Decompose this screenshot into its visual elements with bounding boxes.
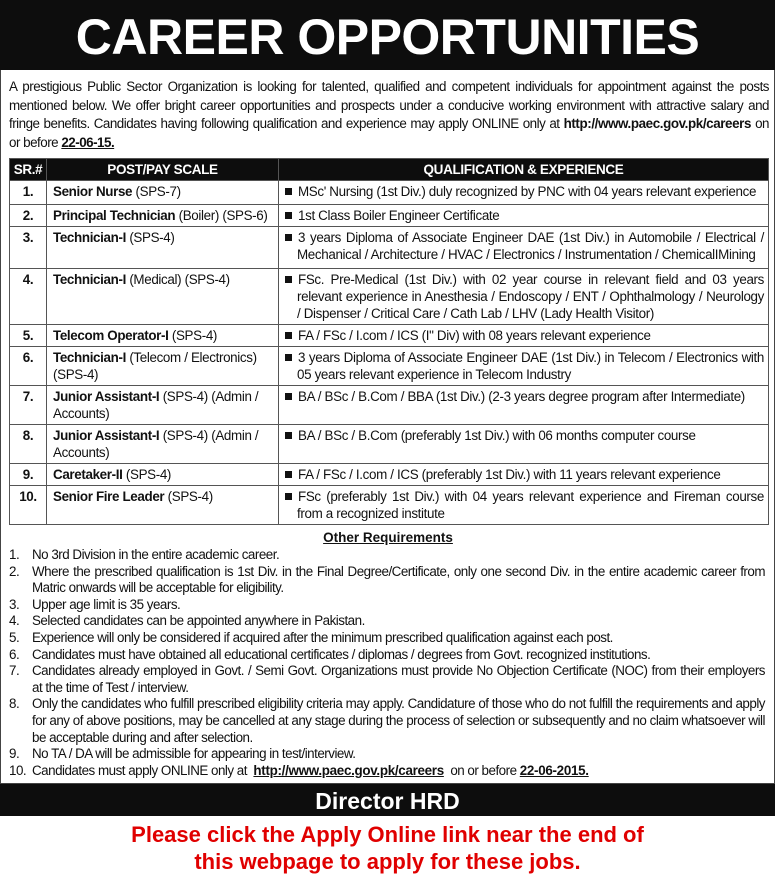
bullet-icon	[285, 393, 292, 400]
pay-scale: (SPS-7)	[135, 184, 181, 199]
row-qualification	[279, 325, 769, 347]
pay-scale: (Medical) (SPS-4)	[129, 272, 230, 287]
pay-scale: (SPS-4)	[171, 328, 218, 343]
row-qualification	[279, 425, 769, 464]
row-qualification	[279, 464, 769, 486]
pay-scale: (SPS-4)	[129, 230, 175, 245]
row-sr: 1.	[10, 181, 47, 205]
director-hrd: Director HRD	[0, 784, 775, 816]
row-post	[47, 425, 279, 464]
qualification-text: 3 years Diploma of Associate Engineer DAE (1st Div.) in Automobile / Electrical / Mechanical / Architecture / HVAC / Electronics / Instrumentation / ChemicalIMining	[297, 230, 764, 262]
row-sr: 3.	[10, 227, 47, 269]
requirement-text: Experience will only be considered if acquired after the minimum prescribed qualification against each post.	[32, 629, 613, 645]
requirement-text: No 3rd Division in the entire academic career.	[32, 547, 280, 562]
ad-frame	[0, 70, 775, 784]
bullet-icon	[285, 332, 292, 339]
row-qualification	[279, 227, 769, 269]
careers-link[interactable]: http://www.paec.gov.pk/careers	[563, 116, 752, 131]
requirement-text: Upper age limit is 35 years.	[32, 596, 181, 612]
bullet-icon	[285, 471, 292, 478]
item-number: 1.	[9, 547, 20, 562]
intro-paragraph	[9, 78, 769, 152]
item-number: 4.	[9, 613, 20, 629]
requirement-item	[9, 663, 765, 696]
post-name: Technician-I	[53, 272, 126, 287]
apply-notice	[0, 816, 775, 883]
requirement-item	[9, 763, 765, 780]
pay-scale: (SPS-4) (Admin / Accounts)	[53, 389, 259, 421]
item-number: 3.	[9, 596, 20, 612]
page-title: CAREER OPPORTUNITIES	[0, 0, 775, 70]
header-post: POST/PAY SCALE	[47, 159, 279, 181]
table-row	[10, 325, 769, 347]
qualification-text: 1st Class Boiler Engineer Certificate	[298, 208, 500, 223]
row-qualification	[279, 181, 769, 205]
item-number: 10.	[9, 762, 27, 778]
post-name: Senior Fire Leader	[53, 489, 165, 504]
header-sr: SR.#	[10, 159, 47, 181]
qualification-text: BA / BSc / B.Com (preferably 1st Div.) with 06 months computer course	[298, 428, 696, 443]
row-sr: 6.	[10, 347, 47, 386]
bullet-icon	[285, 276, 292, 283]
row-sr: 4.	[10, 269, 47, 325]
requirement-item	[9, 696, 765, 746]
row-post	[47, 486, 279, 525]
other-requirements-title: Other Requirements	[323, 530, 453, 545]
careers-link-bottom[interactable]: http://www.paec.gov.pk/careers	[253, 762, 444, 778]
table-row	[10, 425, 769, 464]
qualification-text: FA / FSc / I.com / ICS (preferably 1st Div.) with 11 years relevant experience	[298, 467, 721, 482]
requirement-item	[9, 630, 765, 647]
post-name: Junior Assistant-I	[53, 428, 160, 443]
table-row	[10, 347, 769, 386]
post-name: Telecom Operator-I	[53, 328, 169, 343]
item-number: 7.	[9, 663, 20, 679]
table-row	[10, 464, 769, 486]
row-sr: 8.	[10, 425, 47, 464]
row-sr: 2.	[10, 205, 47, 227]
bullet-icon	[285, 354, 292, 361]
requirement-text: Where the prescribed qualification is 1st Div. in the Final Degree/Certificate, only one second Div. in the entire academic career from Matric onwards will be acceptable for eligibility.	[32, 563, 765, 596]
bullet-icon	[285, 493, 292, 500]
pay-scale: (SPS-4) (Admin / Accounts)	[53, 428, 259, 460]
post-name: Caretaker-II	[53, 467, 123, 482]
bullet-icon	[285, 188, 292, 195]
table-row	[10, 205, 769, 227]
qualification-text: FSc (preferably 1st Div.) with 04 years relevant experience and Fireman course from a recognized institute	[297, 489, 764, 521]
qualification-text: FSc. Pre-Medical (1st Div.) with 02 year course in relevant field and 03 years relevant experience in Anesthesia / Endoscopy / ENT / Ophthalmology / Neurology / Dispenser / Critical Care / Cath Lab / LHV (Lady Health Visitor)	[297, 272, 764, 321]
requirement-item	[9, 547, 765, 564]
apply-notice-text: Please click the Apply Online link near the end of this webpage to apply for these jobs.	[131, 822, 644, 875]
row-post	[47, 464, 279, 486]
requirements-list	[9, 547, 765, 779]
row-post	[47, 347, 279, 386]
requirement-item	[9, 597, 765, 614]
table-row	[10, 486, 769, 525]
bullet-icon	[285, 212, 292, 219]
item-number: 8.	[9, 696, 20, 712]
requirement-item	[9, 564, 765, 597]
row-post	[47, 205, 279, 227]
requirement-text: No TA / DA will be admissible for appearing in test/interview.	[32, 746, 356, 762]
item-number: 5.	[9, 629, 20, 645]
row-post	[47, 325, 279, 347]
item-number: 2.	[9, 563, 20, 579]
pay-scale: (Telecom / Electronics) (SPS-4)	[53, 350, 257, 382]
requirement-item	[9, 647, 765, 664]
requirement-text: Selected candidates can be appointed anywhere in Pakistan.	[32, 613, 365, 629]
item-number: 9.	[9, 746, 20, 762]
row-sr: 5.	[10, 325, 47, 347]
requirement-text: Only the candidates who fulfill prescribed eligibility criteria may apply. Candidature of those who do not fulfill the requirements and apply for any of above positions, may be cancelled at any stage during the process of selection or subsequently and no claim whatsoever will be acceptable during and after selection.	[32, 696, 765, 745]
intro-text: A prestigious Public Sector Organization is looking for talented, qualified and competent individuals for appointment against the posts mentioned below. We offer bright career opportunities and prospects under a conducive working environment with attractive salary and fringe benefits. Candidates having following qualification and experience may apply ONLINE only at	[9, 79, 769, 131]
row-qualification	[279, 347, 769, 386]
pay-scale: (Boiler) (SPS-6)	[178, 208, 268, 223]
table-row	[10, 181, 769, 205]
row-sr: 7.	[10, 386, 47, 425]
row-qualification	[279, 269, 769, 325]
post-name: Senior Nurse	[53, 184, 133, 199]
requirement-text: Candidates must apply ONLINE only at	[32, 762, 247, 778]
item-number: 6.	[9, 646, 20, 662]
row-post	[47, 227, 279, 269]
qualification-text: MSc' Nursing (1st Div.) duly recognized by PNC with 04 years relevant experience	[298, 184, 757, 199]
requirement-item	[9, 613, 765, 630]
bullet-icon	[285, 234, 292, 241]
qualification-text: BA / BSc / B.Com / BBA (1st Div.) (2-3 years degree program after Intermediate)	[298, 389, 745, 404]
row-post	[47, 181, 279, 205]
qualification-text: 3 years Diploma of Associate Engineer DAE (1st Div.) in Telecom / Electronics with 05 years relevant experience in Telecom Industry	[297, 350, 764, 382]
post-name: Technician-I	[53, 230, 126, 245]
table-row	[10, 227, 769, 269]
row-sr: 10.	[10, 486, 47, 525]
intro-date: 22-06-15.	[61, 134, 115, 150]
row-qualification	[279, 205, 769, 227]
requirement-item	[9, 746, 765, 763]
qualification-text: FA / FSc / I.com / ICS (I" Div) with 08 years relevant experience	[298, 328, 651, 343]
table-row	[10, 386, 769, 425]
posts-table	[9, 158, 769, 525]
pay-scale: (SPS-4)	[125, 467, 172, 482]
header-qualification: QUALIFICATION & EXPERIENCE	[279, 159, 769, 181]
deadline-date: 22-06-2015.	[519, 762, 589, 778]
requirement-text: Candidates already employed in Govt. / Semi Govt. Organizations must provide No Objection Certificate (NOC) from their employers at the time of Test / interview.	[32, 663, 765, 695]
table-row	[10, 269, 769, 325]
row-post	[47, 386, 279, 425]
row-sr: 9.	[10, 464, 47, 486]
bullet-icon	[285, 432, 292, 439]
requirement-text: on or before	[450, 762, 517, 778]
row-qualification	[279, 486, 769, 525]
post-name: Junior Assistant-I	[53, 389, 160, 404]
pay-scale: (SPS-4)	[167, 489, 213, 504]
requirement-text: Candidates must have obtained all educational certificates / diplomas / degrees from Govt. recognized institutions.	[32, 646, 651, 662]
intro-before: on or before	[9, 116, 769, 150]
row-qualification	[279, 386, 769, 425]
post-name: Principal Technician	[53, 208, 176, 223]
post-name: Technician-I	[53, 350, 126, 365]
row-post	[47, 269, 279, 325]
